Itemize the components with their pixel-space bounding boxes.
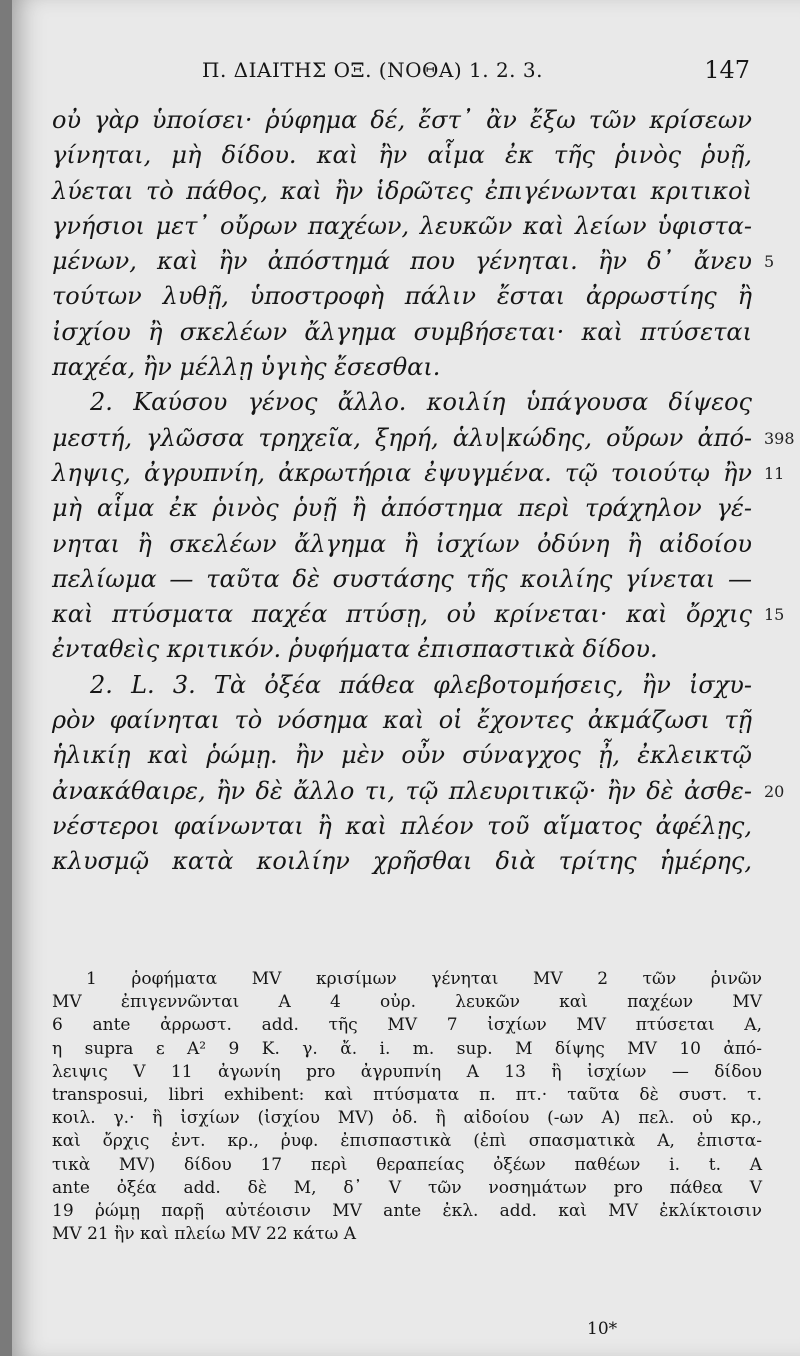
text-line: ἡλικίῃ καὶ ῥώμῃ. ἢν μὲν οὖν σύναγχος ᾖ, ἐκλεικτῷ — [52, 741, 752, 770]
apparatus-line: 19 ῥώμῃ παρῇ αὐτέοισιν MV ante ἐκλ. add. καὶ MV ἐκλίκτοισιν — [52, 1200, 762, 1221]
book-page — [12, 0, 800, 1356]
apparatus-line: τικὰ MV) δίδου 17 περὶ θεραπείας ὀξέων παθέων i. t. A — [52, 1154, 762, 1175]
text-line: ἐνταθεὶς κριτικόν. ῥυφήματα ἐπισπαστικὰ δίδου. — [52, 635, 658, 664]
line-number: 15 — [764, 605, 785, 625]
text-line: παχέα, ἢν μέλλῃ ὑγιὴς ἔσεσθαι. — [52, 353, 441, 382]
text-line: τούτων λυθῇ, ὑποστροφὴ πάλιν ἔσται ἀρρωστίης ἢ — [52, 282, 752, 311]
text-line: πελίωμα — ταῦτα δὲ συστάσης τῆς κοιλίης γίνεται — — [52, 564, 752, 593]
text-line: οὐ γὰρ ὑποίσει· ῥύφημα δέ, ἔστ᾽ ἂν ἔξω τῶν κρίσεων — [52, 106, 752, 134]
critical-apparatus — [52, 968, 762, 1246]
signature-mark: 10* — [587, 1319, 618, 1339]
text-line: γνήσιοι μετ᾽ οὔρων παχέων, λευκῶν καὶ λείων ὑφιστα- — [52, 211, 752, 240]
text-line: νηται ἢ σκελέων ἄλγημα ἢ ἰσχίων ὀδύνη ἢ αἰδοίου — [52, 529, 752, 558]
apparatus-line: MV ἐπιγεννῶνται A 4 οὐρ. λευκῶν καὶ παχέων MV — [52, 992, 762, 1013]
apparatus-line: MV 21 ἢν καὶ πλείω MV 22 κάτω A — [52, 1224, 357, 1245]
apparatus-line: 6 ante ἀρρωστ. add. τῆς MV 7 ἰσχίων MV πτύσεται A, — [52, 1015, 762, 1036]
line-number: 398 — [764, 428, 795, 448]
main-text — [52, 103, 795, 880]
text-line: νέστεροι φαίνωνται ἢ καὶ πλέον τοῦ αἵματος ἀφέλῃς, — [52, 811, 752, 840]
text-line: ἰσχίου ἢ σκελέων ἄλγημα συμβήσεται· καὶ πτύσεται — [52, 317, 752, 346]
apparatus-line: η supra ε A² 9 Κ. γ. ἄ. i. m. sup. M δίψης MV 10 ἀπό- — [52, 1038, 762, 1059]
text-line: μένων, καὶ ἢν ἀπόστημά που γένηται. ἢν δ᾽ ἄνευ 5 — [52, 244, 752, 279]
page-header — [202, 56, 750, 92]
text-line: μὴ αἷμα ἐκ ῥινὸς ῥυῇ ἢ ἀπόστημα περὶ τράχηλον γέ- — [52, 494, 752, 523]
text-line: κλυσμῷ κατὰ κοιλίην χρῆσθαι διὰ τρίτης ἡμέρης, — [52, 847, 752, 876]
line-number: 11 — [764, 463, 785, 483]
apparatus-line: 1 ῥοφήματα MV κρισίμων γένηται MV 2 τῶν ῥινῶν — [86, 969, 762, 989]
line-number: 20 — [764, 781, 785, 801]
text-line: λύεται τὸ πάθος, καὶ ἢν ἱδρῶτες ἐπιγένωνται κριτικοὶ — [52, 176, 752, 205]
apparatus-line: κοιλ. γ.· ἢ ἰσχίων (ἰσχίου MV) ὀδ. ἢ αἰδοίου (-ων A) πελ. οὐ κρ., — [52, 1108, 762, 1129]
section-heading-line: 2. L. 3. Τὰ ὀξέα πάθεα φλεβοτομήσεις, ἢν ἰσχυ- — [90, 670, 752, 699]
apparatus-line: ante ὀξέα add. δὲ M, δ᾽ V τῶν νοσημάτων pro πάθεα V — [52, 1177, 762, 1198]
line-number: 5 — [764, 252, 775, 272]
text-line: μεστή, γλῶσσα τρηχεῖα, ξηρή, ἁλυ|κώδης, οὔρων ἀπό- 398 — [52, 421, 752, 456]
text-line: ἀνακάθαιρε, ἢν δὲ ἄλλο τι, τῷ πλευριτικῷ· ἢν δὲ ἀσθε- 20 — [52, 774, 752, 809]
text-line: ρὸν φαίνηται τὸ νόσημα καὶ οἱ ἔχοντες ἀκμάζωσι τῇ — [52, 706, 752, 735]
page-number: 147 — [704, 56, 750, 84]
text-line: γίνηται, μὴ δίδου. καὶ ἢν αἷμα ἐκ τῆς ῥινὸς ῥυῇ, — [52, 141, 752, 170]
apparatus-line: transposui, libri exhibent: καὶ πτύσματα π. πτ.· ταῦτα δὲ συστ. τ. — [52, 1084, 762, 1105]
running-head: Π. ΔΙΑΙΤΗΣ ΟΞ. (ΝΟΘΑ) 1. 2. 3. — [202, 58, 543, 82]
text-line: καὶ πτύσματα παχέα πτύσῃ, οὐ κρίνεται· καὶ ὄρχις 15 — [52, 597, 752, 632]
apparatus-line: καὶ ὄρχις ἐντ. κρ., ῥυφ. ἐπισπαστικὰ (ἐπὶ σπασματικὰ A, ἐπιστα- — [52, 1131, 762, 1152]
text-line: ληψις, ἀγρυπνίη, ἀκρωτήρια ἐψυγμένα. τῷ τοιούτῳ ἢν 11 — [52, 456, 752, 491]
section-heading-line: 2. Καύσου γένος ἄλλο. κοιλίη ὑπάγουσα δίψεος — [90, 388, 752, 417]
apparatus-line: λειψις V 11 ἀγωνίη pro ἀγρυπνίη A 13 ἢ ἰσχίων — δίδου — [52, 1061, 762, 1082]
